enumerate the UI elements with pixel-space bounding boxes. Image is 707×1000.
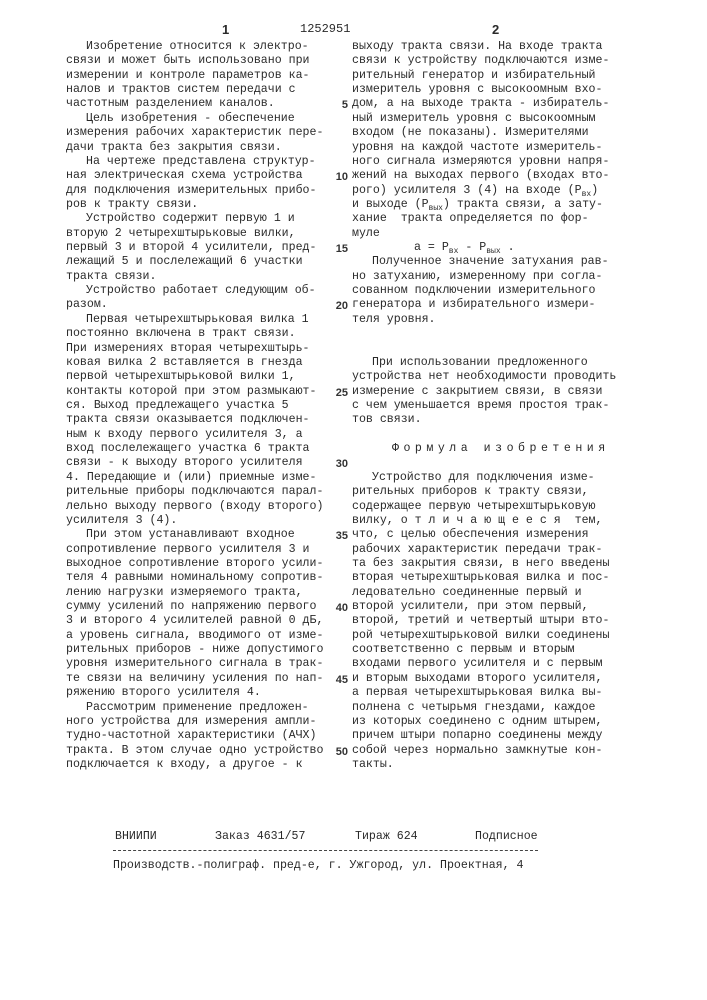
line-number: 5	[333, 98, 348, 112]
line-text: Устройство содержит первую 1 и	[86, 212, 295, 225]
text-line	[66, 399, 332, 413]
line-text: сумму усилений по напряжению первого	[66, 600, 316, 613]
line-text: подключается к входу, а другое - к	[66, 758, 303, 771]
text-line	[352, 112, 652, 126]
line-number: 30	[333, 457, 348, 471]
text-line	[352, 141, 652, 155]
line-text: из которых соединено с одним штырем,	[352, 715, 602, 728]
line-text: рительных приборов - ниже допустимого	[66, 643, 323, 656]
line-text: вторая четырехштырьковая вилка и пос-	[352, 571, 609, 584]
line-text: измерении и контроле параметров ка-	[66, 69, 310, 82]
text-line	[352, 528, 652, 542]
text-line	[352, 686, 652, 700]
text-line	[66, 456, 332, 470]
text-line	[66, 342, 332, 356]
text-line	[66, 227, 332, 241]
line-text: ров к тракту связи.	[66, 198, 198, 211]
text-line	[66, 97, 332, 111]
text-line	[352, 270, 652, 284]
line-number: 45	[333, 673, 348, 687]
line-text: для подключения измерительных прибо-	[66, 184, 316, 197]
line-text: ) тракта связи, а зату-	[443, 198, 603, 211]
text-line	[66, 284, 332, 298]
line-text: Устройство работает следующим об-	[86, 284, 316, 297]
line-text: вторую 2 четырехштырьковые вилки,	[66, 227, 296, 240]
line-text: входами первого усилителя и с первым	[352, 657, 602, 670]
line-text: та без закрытия связи, в него введены	[352, 557, 609, 570]
line-text: теля 4 равными номинальному сопротив-	[66, 571, 323, 584]
line-text: контакты которой при этом размыкают-	[66, 385, 316, 398]
line-text: измеритель уровня с высокоомным вхо-	[352, 83, 602, 96]
line-text: уровня измерительного сигнала в трак-	[66, 657, 323, 670]
line-text: соответственно с первым и вторым	[352, 643, 575, 656]
line-text: первой четырехштырьковой вилки 1,	[66, 370, 296, 383]
text-line	[66, 758, 332, 772]
text-line	[352, 184, 652, 198]
line-text: Формула изобретения	[392, 442, 610, 455]
line-text: ного сигнала измеряются уровни напря-	[352, 155, 609, 168]
text-line	[66, 212, 332, 226]
line-text: но затуханию, измеренному при согла-	[352, 270, 602, 283]
line-text: выходу тракта связи. На входе тракта	[352, 40, 602, 53]
line-text: тов связи.	[352, 413, 422, 426]
line-text: лению нагрузки измеряемого тракта,	[66, 586, 303, 599]
text-line	[352, 169, 652, 183]
subscript: вых	[486, 247, 500, 256]
line-number: 15	[333, 242, 348, 256]
text-line	[66, 255, 332, 269]
text-line	[352, 614, 652, 628]
attenuation-formula	[352, 241, 652, 255]
line-text: рого) усилителя 3 (4) на входе (P	[352, 184, 582, 197]
line-number: 40	[333, 601, 348, 615]
line-text: выходное сопротивление второго усили-	[66, 557, 323, 570]
text-line	[66, 557, 332, 571]
text-line	[352, 284, 652, 298]
line-text: рительных приборов к тракту связи,	[352, 485, 589, 498]
line-text: генератора и избирательного измери-	[352, 298, 596, 311]
text-line	[66, 543, 332, 557]
line-text: измерения рабочих характеристик пере-	[66, 126, 323, 139]
text-line	[66, 184, 332, 198]
line-text: - P	[458, 241, 486, 254]
text-line	[352, 227, 652, 241]
text-line	[352, 298, 652, 312]
line-text: дачи тракта без закрытия связи.	[66, 141, 282, 154]
line-text: ряжению второго усилителя 4.	[66, 686, 261, 699]
line-text: При этом устанавливают входное	[86, 528, 295, 541]
text-line	[66, 442, 332, 456]
line-text: 3 и второго 4 усилителей равной 0 дБ,	[66, 614, 323, 627]
line-text: содержащее первую четырехштырьковую	[352, 500, 596, 513]
line-text: хание тракта определяется по фор-	[352, 212, 589, 225]
line-text: Полученное значение затухания рав-	[372, 255, 609, 268]
line-number: 50	[333, 745, 348, 759]
text-line	[66, 500, 332, 514]
line-text: тракта связи.	[66, 270, 156, 283]
text-line	[66, 83, 332, 97]
line-text: ся. Выход предлежащего участка 5	[66, 399, 289, 412]
line-text: дом, а на выходе тракта - избиратель-	[352, 97, 609, 110]
line-text: При использовании предложенного	[372, 356, 588, 369]
text-line	[352, 54, 652, 68]
line-text: рительный генератор и избирательный	[352, 69, 596, 82]
text-line	[66, 298, 332, 312]
line-text: тракта. В этом случае одно устройство	[66, 744, 323, 757]
line-text: ного устройства для измерения ампли-	[66, 715, 316, 728]
text-line	[352, 212, 652, 226]
line-text: первый 3 и второй 4 усилители, пред-	[66, 241, 316, 254]
line-text: а первая четырехштырьковая вилка вы-	[352, 686, 602, 699]
line-text: Устройство для подключения изме-	[372, 471, 595, 484]
line-text: связи - к выходу второго усилителя	[66, 456, 303, 469]
text-line	[352, 456, 652, 470]
text-line	[66, 701, 332, 715]
text-line	[66, 112, 332, 126]
line-text: вилку, о т л и ч а ю щ е е с я тем,	[352, 514, 602, 527]
imprint-footer	[113, 830, 543, 872]
text-line	[352, 255, 652, 269]
page-number-left: 1	[222, 22, 229, 37]
text-line	[352, 514, 652, 528]
line-text: При измерениях вторая четырехштырь-	[66, 342, 310, 355]
text-line	[352, 399, 652, 413]
line-text: )	[591, 184, 598, 197]
text-line	[66, 744, 332, 758]
line-text: ледовательно соединенные первый и	[352, 586, 582, 599]
page-number-right: 2	[492, 22, 499, 37]
subscript: вх	[449, 247, 459, 256]
text-line	[66, 356, 332, 370]
text-line	[66, 528, 332, 542]
text-line	[352, 629, 652, 643]
line-text: разом.	[66, 298, 108, 311]
right-column-text	[352, 40, 652, 772]
line-number: 10	[333, 170, 348, 184]
line-text: ная электрическая схема устройства	[66, 169, 303, 182]
text-line	[66, 54, 332, 68]
text-line	[66, 657, 332, 671]
text-line	[352, 729, 652, 743]
line-text: a = P	[414, 241, 449, 254]
line-text: усилителя 3 (4).	[66, 514, 177, 527]
text-line	[66, 428, 332, 442]
line-text: те связи на величину усиления по нап-	[66, 672, 323, 685]
line-text: сованном подключении измерительного	[352, 284, 596, 297]
line-text: муле	[352, 227, 380, 240]
text-line	[66, 514, 332, 528]
text-line	[66, 686, 332, 700]
text-line	[66, 155, 332, 169]
line-text: и выходе (P	[352, 198, 429, 211]
line-text: частотным разделением каналов.	[66, 97, 275, 110]
line-text: с чем уменьшается время простоя трак-	[352, 399, 609, 412]
line-text: второй усилители, при этом первый,	[352, 600, 589, 613]
text-line	[66, 126, 332, 140]
line-text: жений на выходах первого (входах вто-	[352, 169, 609, 182]
text-line	[352, 643, 652, 657]
line-text: Цель изобретения - обеспечение	[86, 112, 295, 125]
text-line	[66, 327, 332, 341]
footer-org: ВНИИПИ	[115, 830, 157, 843]
text-line	[352, 356, 652, 370]
text-line	[66, 586, 332, 600]
text-line	[66, 241, 332, 255]
line-text: 4. Передающие и (или) приемные изме-	[66, 471, 316, 484]
text-line	[66, 270, 332, 284]
line-text: сопротивление первого усилителя 3 и	[66, 543, 310, 556]
text-line	[66, 40, 332, 54]
line-text: На чертеже представлена структур-	[86, 155, 316, 168]
line-text: лельно выходу первого (входу второго)	[66, 500, 323, 513]
text-line	[66, 485, 332, 499]
text-line	[352, 126, 652, 140]
text-line	[66, 69, 332, 83]
line-text: лежащий 5 и послележащий 6 участки	[66, 255, 303, 268]
text-line	[352, 500, 652, 514]
line-text: Рассмотрим применение предложен-	[86, 701, 309, 714]
text-line	[66, 413, 332, 427]
left-column-text	[66, 40, 332, 772]
text-line	[66, 672, 332, 686]
line-text: измерение с закрытием связи, в связи	[352, 385, 602, 398]
line-text: тракта связи оказывается подключен-	[66, 413, 310, 426]
text-line	[352, 657, 652, 671]
line-text: рой четырехштырьковой вилки соединены	[352, 629, 609, 642]
text-line	[66, 370, 332, 384]
footer-circulation: Тираж 624	[355, 830, 418, 843]
text-line	[66, 313, 332, 327]
line-text: ковая вилка 2 вставляется в гнезда	[66, 356, 303, 369]
line-text: налов и трактов систем передачи с	[66, 83, 296, 96]
text-line	[352, 744, 652, 758]
line-text: Первая четырехштырьковая вилка 1	[86, 313, 309, 326]
text-line	[66, 629, 332, 643]
text-line	[66, 614, 332, 628]
line-text: а уровень сигнала, вводимого от изме-	[66, 629, 323, 642]
line-text: рительные приборы подключаются парал-	[66, 485, 323, 498]
text-line	[352, 370, 652, 384]
text-line	[66, 471, 332, 485]
line-text: постоянно включена в тракт связи.	[66, 327, 296, 340]
subscript: вх	[582, 190, 592, 199]
text-line	[352, 600, 652, 614]
line-text: вход послележащего участка 6 тракта	[66, 442, 310, 455]
line-text: рабочих характеристик передачи трак-	[352, 543, 602, 556]
line-text: что, с целью обеспечения измерения	[352, 528, 589, 541]
text-line	[352, 543, 652, 557]
text-line	[352, 428, 652, 442]
text-line	[66, 729, 332, 743]
text-line	[352, 672, 652, 686]
subscript: вых	[429, 204, 443, 213]
line-text: Изобретение относится к электро-	[86, 40, 309, 53]
line-text: второй, третий и четвертый штыри вто-	[352, 614, 609, 627]
line-number: 35	[333, 529, 348, 543]
line-text: входом (не показаны). Измерителями	[352, 126, 589, 139]
claims-heading	[352, 442, 652, 456]
line-text: тудно-частотной характеристики (АЧХ)	[66, 729, 316, 742]
text-line	[352, 715, 652, 729]
footer-divider	[113, 850, 538, 851]
text-line	[66, 600, 332, 614]
line-number: 25	[333, 386, 348, 400]
text-line	[352, 758, 652, 772]
text-line	[352, 313, 652, 327]
text-line	[352, 342, 652, 356]
line-text: ный измеритель уровня с высокоомным	[352, 112, 596, 125]
line-text: уровня на каждой частоте измеритель-	[352, 141, 602, 154]
text-line	[352, 471, 652, 485]
text-line	[352, 97, 652, 111]
line-number: 20	[333, 299, 348, 313]
text-line	[352, 385, 652, 399]
text-line	[352, 83, 652, 97]
text-line	[352, 327, 652, 341]
text-line	[66, 643, 332, 657]
line-text: связи к устройству подключаются изме-	[352, 54, 609, 67]
line-text: теля уровня.	[352, 313, 436, 326]
footer-order: Заказ 4631/57	[215, 830, 305, 843]
line-text: причем штыри попарно соединены между	[352, 729, 602, 742]
text-line	[352, 557, 652, 571]
line-text: полнена с четырьмя гнездами, каждое	[352, 701, 596, 714]
text-line	[352, 701, 652, 715]
text-line	[352, 40, 652, 54]
text-line	[352, 571, 652, 585]
line-text: и вторым выходами второго усилителя,	[352, 672, 602, 685]
line-text: связи и может быть использовано при	[66, 54, 310, 67]
line-text: такты.	[352, 758, 394, 771]
text-line	[66, 385, 332, 399]
text-line	[352, 69, 652, 83]
text-line	[352, 485, 652, 499]
patent-number: 1252951	[300, 22, 350, 36]
footer-producer: Производств.-полиграф. пред-е, г. Ужгород, ул. Проектная, 4	[113, 859, 543, 872]
text-line	[66, 141, 332, 155]
text-line	[66, 169, 332, 183]
text-line	[352, 198, 652, 212]
text-line	[66, 571, 332, 585]
text-line	[352, 413, 652, 427]
footer-subscription: Подписное	[475, 830, 538, 843]
text-line	[352, 155, 652, 169]
text-line	[66, 198, 332, 212]
line-text: .	[501, 241, 515, 254]
line-text: устройства нет необходимости проводить	[352, 370, 616, 383]
text-line	[66, 715, 332, 729]
text-line	[352, 586, 652, 600]
line-text: ным к входу первого усилителя 3, а	[66, 428, 303, 441]
line-text: собой через нормально замкнутые кон-	[352, 744, 602, 757]
